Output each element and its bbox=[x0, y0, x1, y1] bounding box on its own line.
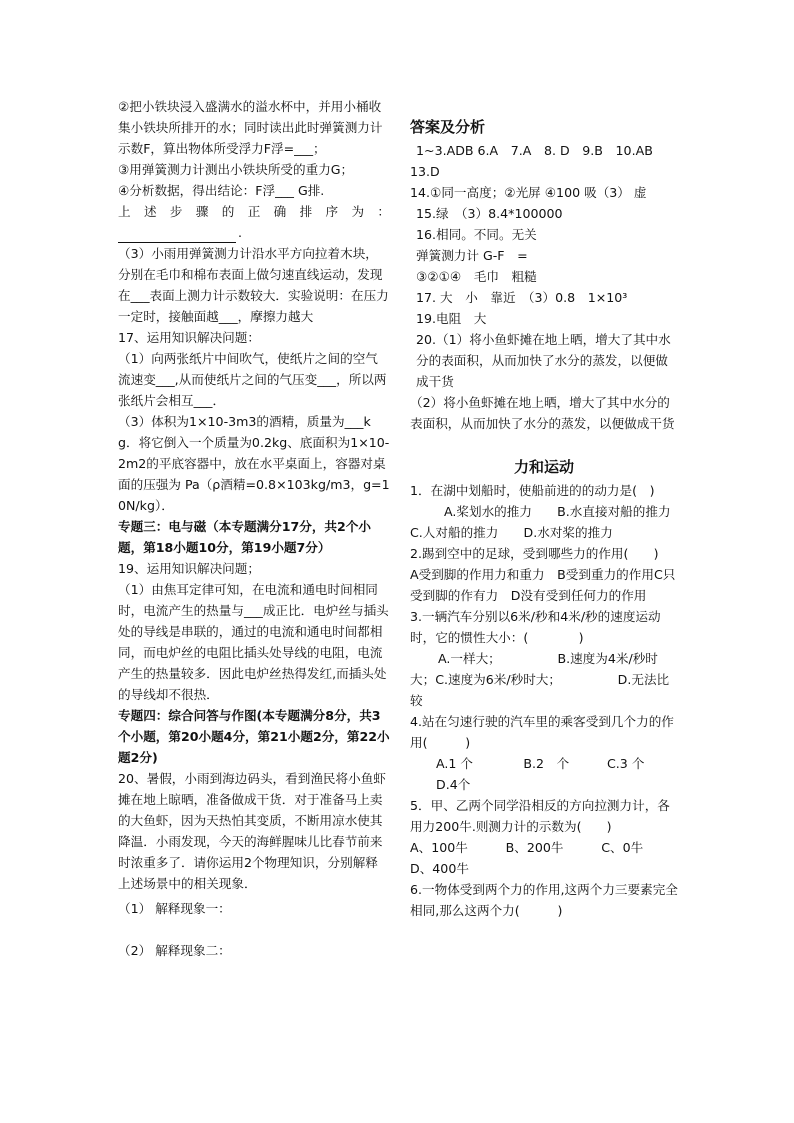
answer-6: 弹簧测力计 G-F = bbox=[416, 248, 528, 263]
q19-heading: 19、运用知识解决问题； bbox=[118, 561, 260, 576]
q3-options: A.一样大； B.速度为4米/秒时大；C.速度为6米/秒时大； D.无法比较 bbox=[410, 651, 670, 708]
order-question: 上述步骤的正确排序为： bbox=[118, 204, 390, 219]
section-4-heading: 专题四：综合问答与作图(本专题满分8分，共3个小题，第20小题4分，第21小题2分，第22小题2分) bbox=[118, 708, 390, 765]
answer-5: 16.相同。不同。无关 bbox=[416, 227, 537, 242]
step-3-text: ③用弹簧测力计测出小铁块所受的重力G； bbox=[118, 162, 354, 177]
q1-options: A.桨划水的推力 B.水直接对船的推力 C.人对船的推力 D.水对桨的推力 bbox=[410, 504, 684, 540]
answer-4: 15.绿 （3）8.4*100000 bbox=[416, 206, 563, 221]
answers-title: 答案及分析 bbox=[410, 118, 486, 136]
explain-2-label: （2） 解释现象二： bbox=[118, 943, 231, 958]
left-column bbox=[118, 96, 390, 961]
q3-text: 3.一辆汽车分别以6米/秒和4米/秒的速度运动时，它的惯性大小：( ) bbox=[410, 609, 661, 645]
section-3-heading: 专题三：电与磁（本专题满分17分，共2个小题，第18小题10分，第19小题7分） bbox=[118, 519, 371, 555]
section-title: 力和运动 bbox=[513, 458, 574, 476]
friction-question: （3）小雨用弹簧测力计沿水平方向拉着木块，分别在毛巾和棉布表面上做匀速直线运动，发现在___表面上测力计示数较大．实验说明：在压力一定时，接触面越___，摩擦力越大 bbox=[118, 246, 389, 324]
q17-part3: （3）体积为1×10-3m3的酒精，质量为___kg．将它倒入一个质量为0.2kg、底面积为1×10-2m2的平底容器中，放在水平桌面上，容器对桌面的压强为 Pa（ρ酒精=0.8×103kg/m3，g=10N/kg）． bbox=[118, 414, 390, 513]
q2-options: A受到脚的作用力和重力 B受到重力的作用C只受到脚的作有力 D没有受到任何力的作用 bbox=[410, 567, 676, 603]
q19-part1: （1）由焦耳定律可知，在电流和通电时间相同时，电流产生的热量与___成正比．电炉丝与插头处的导线是串联的，通过的电流和通电时间都相同，而电炉丝的电阻比插头处导线的电阻，电流产生的热量较多．因此电炉丝热得发红,而插头处的导线却不很热． bbox=[118, 582, 389, 702]
q5-options: A、100牛 B、200牛 C、0牛 D、400牛 bbox=[410, 840, 682, 876]
answer-10: 20.（1）将小鱼虾摊在地上晒，增大了其中水分的表面积，从而加快了水分的蒸发，以便做成干货 bbox=[416, 332, 671, 389]
answer-11: （2）将小鱼虾摊在地上晒，增大了其中水分的表面积，从而加快了水分的蒸发，以便做成干货 bbox=[410, 395, 675, 431]
q4-options: A.1 个 B.2 个 C.3 个 D.4个 bbox=[436, 756, 670, 792]
step-2-text: ②把小铁块浸入盛满水的溢水杯中，并用小桶收集小铁块所排开的水；同时读出此时弹簧测力计示数F，算出物体所受浮力F浮=___； bbox=[118, 99, 383, 156]
answer-9: 19.电阻 大 bbox=[416, 311, 487, 326]
period: . bbox=[238, 225, 243, 240]
explain-1-label: （1） 解释现象一： bbox=[118, 901, 231, 916]
step-4-text: ④分析数据，得出结论：F浮___ G排. bbox=[118, 183, 325, 198]
order-blank-line bbox=[118, 222, 390, 243]
answer-1: 1~3.ADB 6.A 7.A 8. D 9.B 10.AB bbox=[416, 143, 653, 158]
answer-2: 13.D bbox=[410, 164, 440, 179]
q5-text: 5．甲、乙两个同学沿相反的方向拉测力计，各用力200牛.则测力计的示数为( ) bbox=[410, 798, 670, 834]
q17-heading: 17、运用知识解决问题： bbox=[118, 330, 260, 345]
q20-text: 20、暑假，小雨到海边码头，看到渔民将小鱼虾摊在地上晾晒，准备做成干货．对于准备马上卖的大鱼虾，因为天热怕其变质，不断用凉水使其降温．小雨发现，今天的海鲜腥味儿比春节前来时浓重多了．请你运用2个物理知识，分别解释上述场景中的相关现象． bbox=[118, 771, 386, 891]
answer-7: ③②①④ 毛巾 粗糙 bbox=[416, 269, 537, 284]
answer-8: 17. 大 小 靠近 （3）0.8 1×10³ bbox=[416, 290, 628, 305]
q1-text: 1．在湖中划船时，使船前进的的动力是( ) bbox=[410, 483, 655, 498]
answer-3: 14.①同一高度；②光屏 ④100 吸（3） 虚 bbox=[410, 185, 647, 200]
q2-text: 2.踢到空中的足球，受到哪些力的作用( ) bbox=[410, 546, 659, 561]
q17-part1: （1）向两张纸片中间吹气，使纸片之间的空气流速变___,从而使纸片之间的气压变___，所以两张纸片会相互___． bbox=[118, 351, 387, 408]
blank-line bbox=[118, 225, 236, 243]
q4-text: 4.站在匀速行驶的汽车里的乘客受到几个力的作用( ) bbox=[410, 714, 674, 750]
right-column bbox=[410, 96, 684, 921]
q6-text: 6.一物体受到两个力的作用,这两个力三要素完全相同,那么这两个力( ) bbox=[410, 882, 678, 918]
